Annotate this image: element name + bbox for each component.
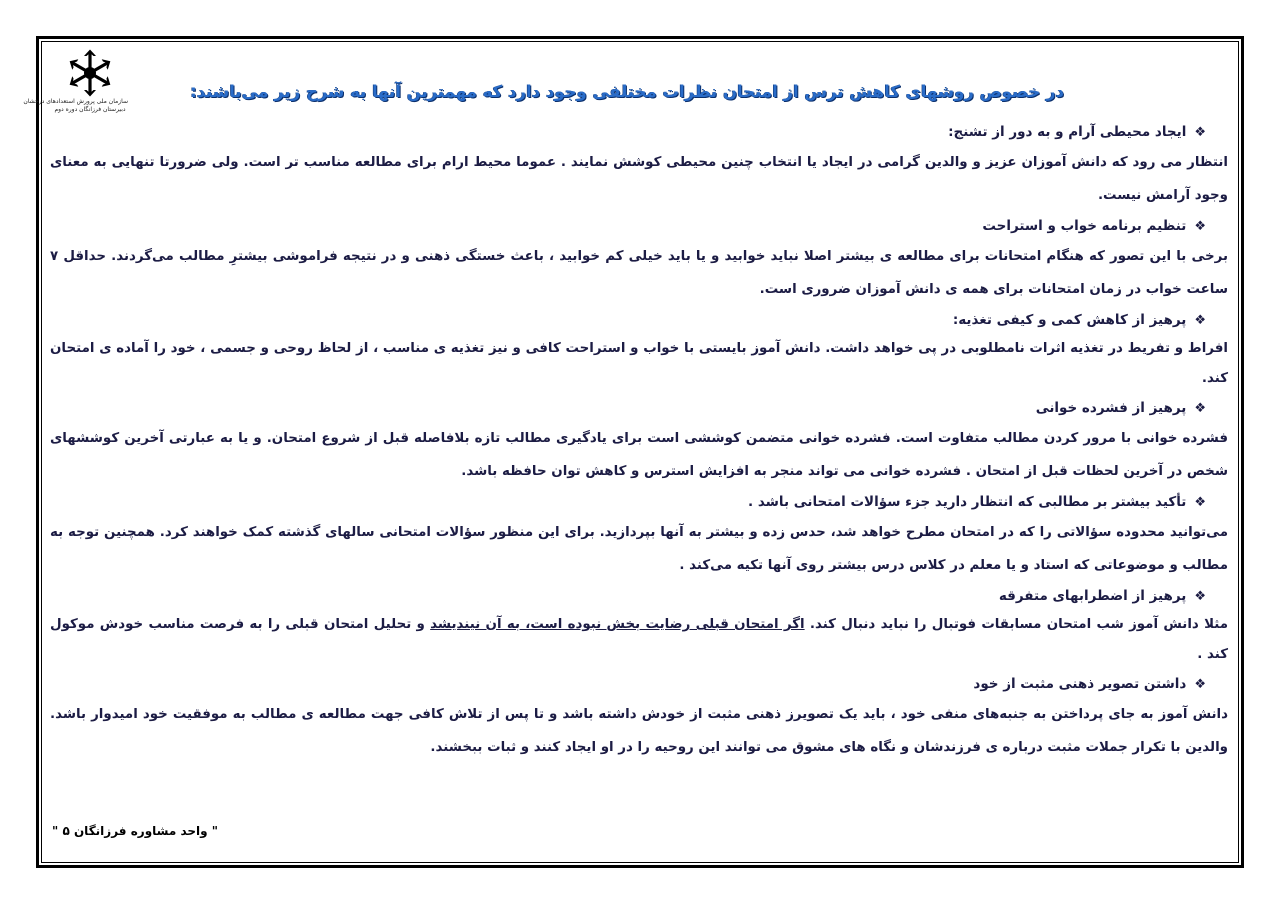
logo-caption-line1: سازمان ملی پرورش استعدادهای درخشان [23, 98, 128, 105]
section-paragraph: افراط و تفریط در تغذیه اثرات نامطلوبی در پی خواهد داشت. دانش آموز بایستی با خواب و استراحت کافی و نیز تغذیه ی مناسب ، از لحاظ روحی و جسمی ، خود را آماده ی امتحان کند. [50, 341, 1228, 386]
section-heading [50, 118, 1228, 146]
section-heading-text: داشتن تصویر ذهنی مثبت از خود [973, 676, 1187, 692]
section-paragraph [50, 610, 1228, 670]
section-heading [50, 582, 1228, 610]
section-heading-text: ایجاد محیطی آرام و به دور از تشنج: [948, 124, 1187, 140]
section-heading-text: تنظیم برنامه خواب و استراحت [982, 218, 1187, 234]
section-heading [50, 394, 1228, 422]
section-paragraph: می‌توانید محدوده سؤالاتی را که در امتحان مطرح خواهد شد، حدس زده و بیشتر به آنها بپردازید. برای این منظور سؤالات امتحانی سالهای گذشته کمک خواهند کرد. همچنین توجه به مطالب و موضوعاتی که استاد و یا معلم در کلاس درس بیشتر روی آنها تکیه می‌کند . [50, 525, 1228, 573]
section-heading [50, 212, 1228, 240]
diamond-bullet-icon: ❖ [1194, 677, 1206, 692]
footer-label: " واحد مشاوره فرزانگان ۵ " [52, 824, 219, 838]
section-heading [50, 306, 1228, 334]
underlined-text: اگر امتحان قبلی رضایت بخش نبوده است، به آن نیندیشد [430, 617, 805, 632]
section-heading-text: پرهیز از کاهش کمی و کیفی تغذیه: [952, 312, 1187, 328]
paragraph-text: و تحلیل امتحان قبلی را به فرصت مناسب خودش موکول کند . [50, 617, 1228, 662]
diamond-bullet-icon: ❖ [1194, 589, 1206, 604]
section-heading-text: تأکید بیشتر بر مطالبی که انتظار دارید جزء سؤالات امتحانی باشد . [748, 494, 1187, 510]
section-paragraph: انتظار می رود که دانش آموزان عزیز و والدین گرامی در ایجاد یا انتخاب چنین محیطی کوشش نمایند . عموما محیط ارام برای مطالعه مناسب تر است. ولی ضرورتا تنهایی به معنای وجود آرامش نیست. [50, 155, 1228, 203]
page-title: در خصوص روشهای کاهش ترس از امتحان نظرات مختلفی وجود دارد که مهمترین آنها به شرح زیر می‌باشند: [190, 82, 1064, 101]
document-body [50, 118, 1228, 764]
diamond-bullet-icon: ❖ [1194, 401, 1206, 416]
section-paragraph: دانش آموز به جای پرداختن به جنبه‌های منفی خود ، باید یک تصویرز ذهنی مثبت از خودش داشته باشد و تا پس از تلاش کافی جهت مطالعه ی مطالب به موفقیت خود امیدوار باشد. والدین با تکرار جملات مثبت درباره ی فرزندشان و نگاه های مشوق می توانند این روحیه را در او ایجاد کنند و ثبات ببخشند. [50, 707, 1228, 755]
diamond-bullet-icon: ❖ [1194, 125, 1206, 140]
logo-caption-line2: دبیرستان فرزانگان دوره دوم [54, 106, 126, 113]
section-paragraph: فشرده خوانی با مرور کردن مطالب متفاوت است. فشرده خوانی متضمن کوششی است برای یادگیری مطالب تازه بلافاصله قبل از شروع امتحان. و یا به عبارتی آخرین کوششهای شخص در آخرین لحظات قبل از امتحان . فشرده خوانی می تواند منجر به افزایش استرس و کاهش توان حافظه باشد. [50, 431, 1228, 479]
section-heading-text: پرهیز از اضطرابهای متفرقه [998, 588, 1187, 604]
section-paragraph: برخی با این تصور که هنگام امتحانات برای مطالعه ی بیشتر اصلا نباید خوابید و یا باید خیلی کم خوابید ، باعث خستگی ذهنی و در نتیجه فراموشی بیشترِ مطالب می‌گردند. حداقل ۷ ساعت خواب در زمان امتحانات برای همه ی دانش آموزان ضروری است. [50, 249, 1228, 297]
diamond-bullet-icon: ❖ [1194, 313, 1206, 328]
star-emblem-icon [65, 48, 115, 98]
section-heading [50, 670, 1228, 698]
section-heading [50, 488, 1228, 516]
diamond-bullet-icon: ❖ [1194, 219, 1206, 234]
section-heading-text: پرهیز از فشرده خوانی [1035, 400, 1187, 416]
diamond-bullet-icon: ❖ [1194, 495, 1206, 510]
paragraph-text: مثلا دانش آموز شب امتحان مسابقات فوتبال را نباید دنبال کند. [804, 617, 1228, 632]
